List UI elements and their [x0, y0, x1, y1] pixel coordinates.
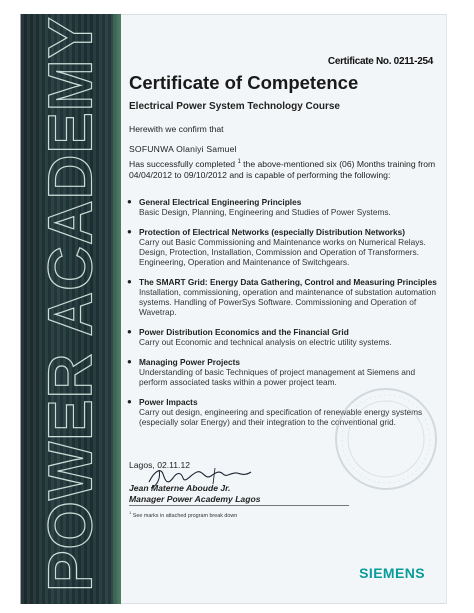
item-heading: The SMART Grid: Energy Data Gathering, Control and Measuring Principles: [139, 277, 437, 287]
item-heading: Managing Power Projects: [139, 357, 240, 367]
footnote-marker: 1: [237, 159, 241, 165]
list-item: [127, 327, 439, 347]
completion-text-end: the above-mentioned six (06) Months training from 04/04/2012 to 09/10/2012 and is capable of performing the following:: [129, 158, 436, 180]
list-item: [127, 277, 439, 317]
item-description: Installation, commissioning, operation and maintenance of substation automation systems. Handling of PowerSys Software. Commissioning and Operation of Wavetrap.: [139, 287, 437, 317]
bullet-icon: ●: [127, 327, 132, 336]
certificate-number: Certificate No. 0211-254: [327, 56, 433, 67]
item-heading: Protection of Electrical Networks (especially Distribution Networks): [139, 227, 406, 237]
item-description: Carry out design, engineering and specification of renewable energy systems (especially solar Energy) and their integration to the conventional grid.: [139, 407, 423, 427]
bullet-icon: ●: [127, 227, 132, 236]
signer-block: [129, 483, 261, 505]
course-name: Electrical Power System Technology Course: [129, 101, 340, 112]
item-heading: General Electrical Engineering Principles: [139, 197, 302, 207]
list-item: [127, 357, 439, 387]
certificate-title: Certificate of Competence: [129, 72, 359, 93]
list-item: [127, 197, 439, 217]
footnote-number: 1: [129, 510, 132, 515]
signer-title: Manager Power Academy Lagos: [129, 494, 261, 504]
item-description: Understanding of basic Techniques of project management at Siemens and perform associated tasks within a power project team.: [139, 367, 416, 387]
bullet-icon: ●: [127, 277, 132, 286]
item-heading: Power Impacts: [139, 397, 198, 407]
bullet-icon: ●: [127, 357, 132, 366]
certificate-content: [121, 14, 447, 604]
completion-text-start: Has successfully completed: [129, 158, 236, 169]
band-edge-stripe: [113, 14, 121, 604]
stamp-seal-icon: [331, 384, 441, 494]
footnote-text: See marks in attached program break down: [132, 512, 238, 519]
item-heading: Power Distribution Economics and the Financial Grid: [139, 327, 349, 337]
confirm-text: Herewith we confirm that: [129, 124, 224, 134]
item-description: Carry out Economic and technical analysis on electric utility systems.: [139, 337, 392, 347]
page-right-edge: [446, 14, 447, 604]
footnote: [129, 510, 237, 519]
place-date: Lagos, 02.11.12: [129, 460, 191, 470]
item-description: Basic Design, Planning, Engineering and Studies of Power Systems.: [139, 207, 391, 217]
item-description: Carry out Basic Commissioning and Maintenance works on Numerical Relays. Design, Protection, Installation, Commission and Operation of Transformers. Engineering, Operation and Maintenance of Switchgears.: [139, 237, 426, 267]
list-item: [127, 227, 439, 267]
signer-name: Jean Materne Aboude Jr.: [129, 483, 231, 493]
certificate-page: [20, 14, 447, 604]
siemens-logo: SIEMENS: [359, 565, 425, 581]
bullet-icon: ●: [127, 197, 132, 206]
power-academy-band: [21, 14, 121, 604]
recipient-name: SOFUNWA Olaniyi Samuel: [129, 144, 237, 154]
bullet-icon: ●: [127, 397, 132, 406]
signature-divider: [129, 505, 349, 506]
band-title: POWER ACADEMY: [36, 16, 106, 592]
completion-statement: [129, 157, 439, 181]
